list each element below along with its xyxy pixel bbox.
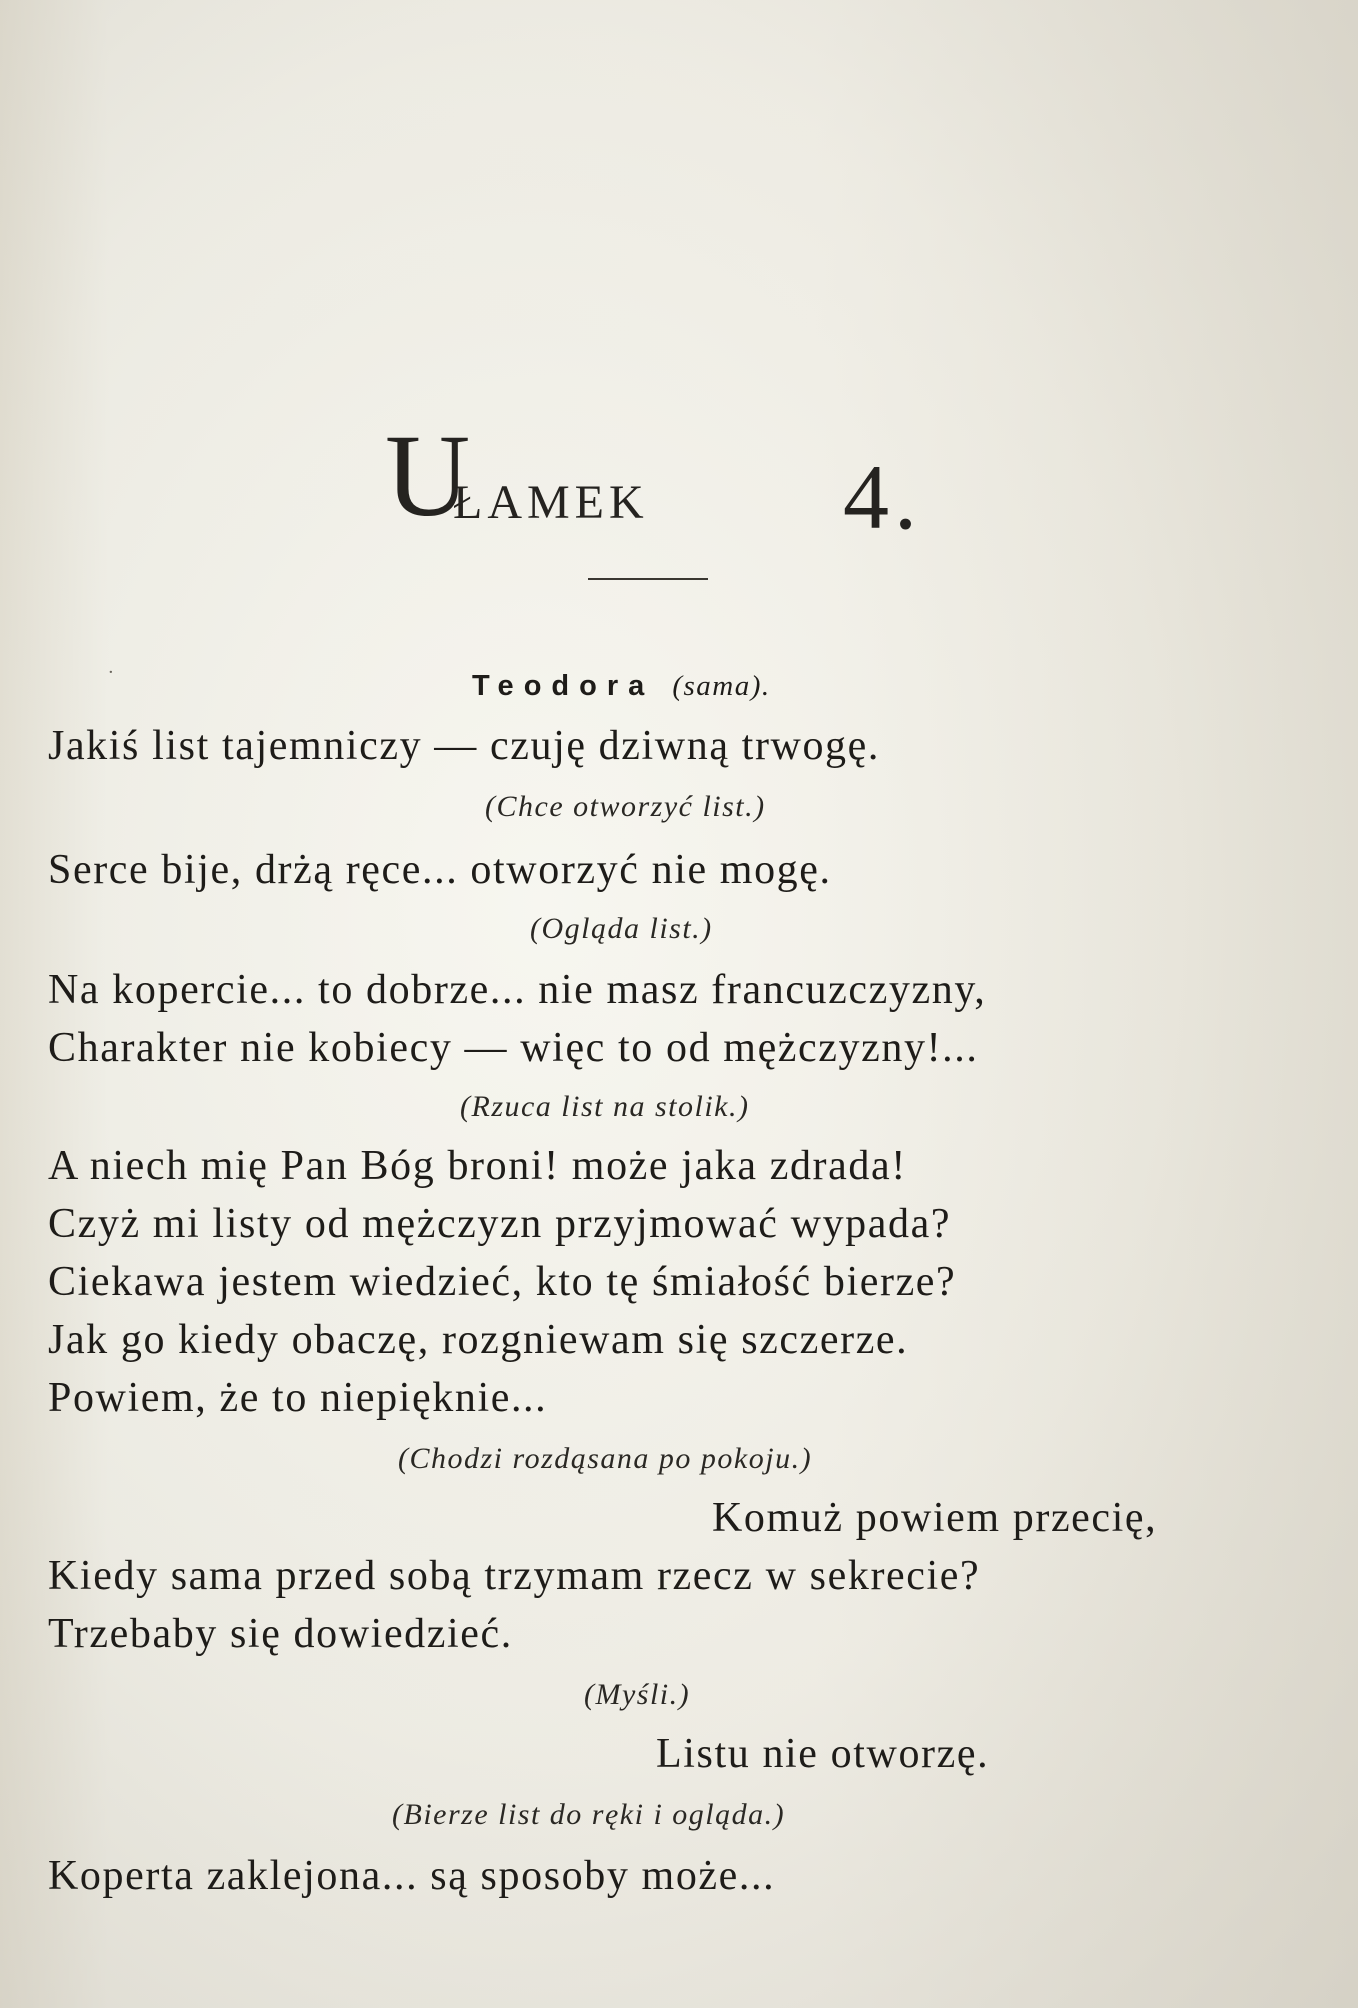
verse-line: Jakiś list tajemniczy — czuję dziwną trwogę. xyxy=(48,723,880,769)
stage-direction: (Rzuca list na stolik.) xyxy=(460,1090,750,1123)
stage-direction: (Chce otworzyć list.) xyxy=(485,790,766,823)
verse-line: A niech mię Pan Bóg broni! może jaka zdrada! xyxy=(48,1143,907,1189)
speaker-direction: (sama). xyxy=(672,670,771,702)
verse-line: Czyż mi listy od mężczyzn przyjmować wypada? xyxy=(48,1201,952,1247)
verse-line: Serce bije, drżą ręce... otworzyć nie mogę. xyxy=(48,847,832,893)
chapter-number: 4. xyxy=(843,446,922,548)
verse-line: Powiem, że to niepięknie... xyxy=(48,1375,548,1421)
speaker-name: Teodora xyxy=(472,670,655,702)
verse-line: Listu nie otworzę. xyxy=(656,1731,990,1777)
verse-line: Charakter nie kobiecy — więc to od mężczyzny!... xyxy=(48,1025,979,1071)
stage-direction: (Ogląda list.) xyxy=(530,912,713,945)
stage-direction: (Chodzi rozdąsana po pokoju.) xyxy=(398,1442,813,1475)
verse-line: Trzebaby się dowiedzieć. xyxy=(48,1611,513,1657)
stage-direction: (Myśli.) xyxy=(584,1678,691,1711)
speaker-heading xyxy=(472,670,771,703)
verse-line: Na kopercie... to dobrze... nie masz francuzczyzny, xyxy=(48,967,987,1013)
verse-line: Kiedy sama przed sobą trzymam rzecz w sekrecie? xyxy=(48,1553,981,1599)
verse-line: Komuż powiem przecię, xyxy=(712,1495,1158,1541)
chapter-title-word: łamek xyxy=(453,457,649,533)
ink-speck: · xyxy=(108,662,114,683)
stage-direction: (Bierze list do ręki i ogląda.) xyxy=(392,1798,786,1831)
verse-line: Ciekawa jestem wiedzieć, kto tę śmiałość bierze? xyxy=(48,1259,957,1305)
verse-line: Koperta zaklejona... są sposoby może... xyxy=(48,1853,776,1899)
verse-line: Jak go kiedy obaczę, rozgniewam się szczerze. xyxy=(48,1317,909,1363)
chapter-title xyxy=(385,408,945,568)
title-divider xyxy=(588,578,708,580)
chapter-title-initial: U xyxy=(385,410,476,541)
